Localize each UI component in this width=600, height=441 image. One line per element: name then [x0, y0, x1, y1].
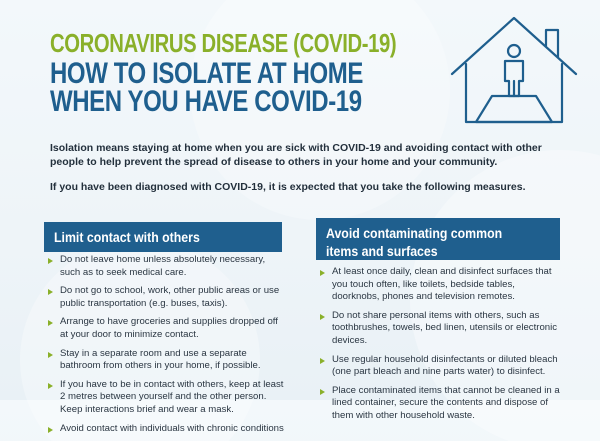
list-item: Avoid contact with individuals with chronic conditions	[46, 423, 286, 436]
bullet-icon	[48, 258, 53, 264]
bullet-icon	[320, 389, 325, 395]
bullet-icon	[320, 270, 325, 276]
avoid-contaminating-list	[318, 266, 564, 429]
bullet-icon	[320, 314, 325, 320]
limit-contact-list	[46, 254, 286, 441]
list-item: Stay in a separate room and use a separate bathroom from others in your home, if possible.	[46, 348, 286, 373]
list-item: Arrange to have groceries and supplies dropped off at your door to minimize contact.	[46, 316, 286, 341]
list-item: If you have to be in contact with others, keep at least 2 metres between yourself and the other person. Keep interactions brief and wear a mask.	[46, 379, 286, 417]
list-item: Place contaminated items that cannot be cleaned in a lined container, secure the contents and dispose of them with other household waste.	[318, 385, 564, 423]
list-item: At least once daily, clean and disinfect surfaces that you touch often, like toilets, bedside tables, doorknobs, phones and television remotes.	[318, 266, 564, 304]
poster-title	[50, 57, 363, 118]
bullet-icon	[48, 320, 53, 326]
house-with-person-icon	[434, 10, 594, 132]
bullet-icon	[48, 352, 53, 358]
poster-subtitle: CORONAVIRUS DISEASE (COVID-19)	[50, 28, 397, 58]
list-item: Do not share personal items with others, such as toothbrushes, towels, bed linen, utensils or electronic devices.	[318, 310, 564, 348]
list-item: Do not leave home unless absolutely necessary, such as to seek medical care.	[46, 254, 286, 279]
list-item: Do not go to school, work, other public areas or use public transportation (e.g. buses, taxis).	[46, 285, 286, 310]
intro-text	[50, 142, 570, 207]
bullet-icon	[48, 427, 53, 433]
bullet-icon	[320, 358, 325, 364]
section-heading-limit-contact: Limit contact with others	[44, 222, 282, 252]
bullet-icon	[48, 289, 53, 295]
title-line-2: WHEN YOU HAVE COVID-19	[50, 85, 362, 118]
section-heading-avoid-contaminating: Avoid contaminating common items and surfaces	[316, 218, 560, 260]
intro-paragraph-1: Isolation means staying at home when you are sick with COVID-19 and avoiding contact with other people to help prevent the spread of disease to others in your home and your community.	[50, 142, 542, 168]
intro-paragraph-2: If you have been diagnosed with COVID-19, it is expected that you take the following measures.	[50, 181, 526, 193]
bullet-icon	[48, 383, 53, 389]
list-item: Use regular household disinfectants or diluted bleach (one part bleach and nine parts water) to disinfect.	[318, 354, 564, 379]
title-line-1: HOW TO ISOLATE AT HOME	[50, 57, 363, 90]
